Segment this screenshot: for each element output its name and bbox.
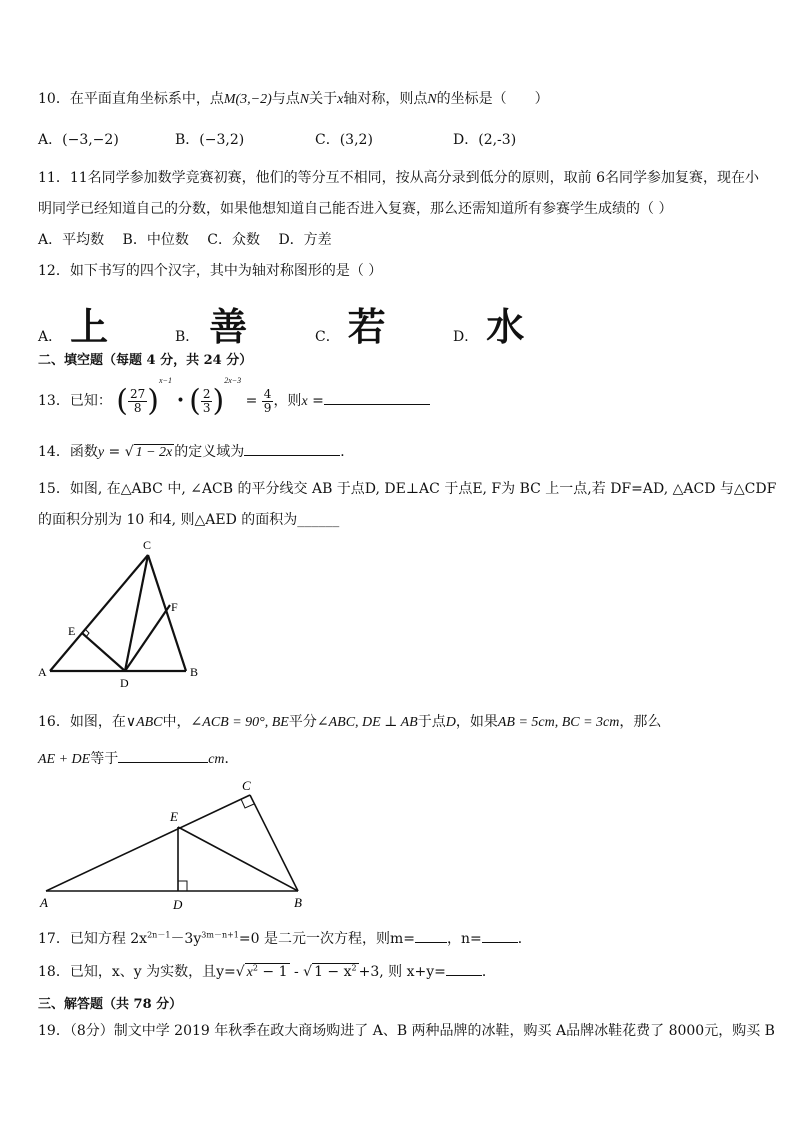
q19-line: 19．（8分）制文中学 2019 年秋季在政大商场购进了 A、B 两种品牌的冰鞋，购买 A品牌冰鞋花费了 8000元，购买 B — [38, 1023, 775, 1039]
q14-line: 14．函数y = √ 1 − 2x 的定义域为 ． — [38, 441, 354, 461]
q16-answer-blank[interactable] — [118, 748, 208, 763]
q10-option-b[interactable]: B．(−3,2) — [175, 132, 245, 148]
q11-line2: 明同学已经知道自己的分数，如果他想知道自己能否进入复赛，那么还需知道所有参赛学生成绩的（ ） — [38, 201, 673, 217]
q14-answer-blank[interactable] — [244, 441, 340, 456]
q13-fraction-1: $\frac{27}{8}$ — [130, 386, 146, 415]
q16-line1: 16．如图，在∨ABC中，∠ACB = 90°, BE平分∠ABC, DE ⊥ AB于点D，如果AB = 5cm, BC = 3cm，那么 — [38, 714, 662, 730]
q16-label-e: E — [170, 809, 178, 824]
q16-label-b: B — [294, 895, 302, 910]
q15-label-a: A — [38, 665, 47, 679]
q10-option-c[interactable]: C．(3,2) — [315, 132, 373, 148]
q13-fraction-2: $\frac{2}{3}$ — [202, 386, 211, 415]
q18-line: 18．已知，x、y 为实数，且y=√ $x^2 - 1$ - √ $1 - x^2 +3$, 则 x+y= ． — [38, 961, 496, 981]
section-answer-title: 三、解答题（共 78 分） — [38, 997, 183, 1012]
q13-fraction-3: $\frac{4}{9}$ — [263, 386, 272, 415]
q15-label-b: B — [190, 665, 199, 679]
q15-label-e: E — [68, 624, 76, 638]
q10-stem: 10．在平面直角坐标系中，点M(3,−2)与点N关于x轴对称，则点N的坐标是（ ） — [38, 91, 549, 107]
section-fill-in-title: 二、填空题（每题 4 分，共 24 分） — [38, 353, 253, 368]
q13-answer-blank[interactable] — [324, 390, 430, 405]
q16-label-a: A — [40, 895, 48, 910]
q13-line: 13．已知： ( $\frac{27}{8}$ )$^{x-1}$ • ( $\frac{2}{3}$ )$^{2x-3}$ = $\frac{4}{9}$ ，则x = — [38, 376, 430, 419]
q11-line1: 11．11名同学参加数学竞赛初赛，他们的等分互不相同，按从高分录到低分的原则，取前 6名同学参加复赛，现在小 — [38, 170, 759, 186]
q17-line: 17．已知方程 $2x^{2n-1}-3y^{3m-n+1}=0$ 是二元一次方程，则m= ，n= ． — [38, 928, 532, 948]
q15-label-c: C — [143, 538, 152, 552]
q16-label-c: C — [242, 778, 251, 793]
q16-line2: AE + DE等于 cm． — [38, 748, 239, 768]
q15-label-f: F — [171, 600, 178, 614]
q11-options[interactable]: A．平均数 B．中位数 C．众数 D．方差 — [38, 232, 332, 248]
q10-option-a[interactable]: A．(−3,−2) — [38, 132, 119, 148]
q12-option-c[interactable]: C． 若 — [315, 305, 386, 349]
q17-n-blank[interactable] — [482, 928, 518, 943]
q15-line2: 的面积分别为 10 和4, 则△AED 的面积为______ — [38, 512, 340, 528]
q15-line1: 15．如图, 在△ABC 中, ∠ACB 的平分线交 AB 于点D, DE⊥AC 于点E, F为 BC 上一点,若 DF=AD, △ACD 与△CDF — [38, 481, 777, 497]
q12-stem: 12．如下书写的四个汉字，其中为轴对称图形的是（ ） — [38, 263, 383, 279]
q18-answer-blank[interactable] — [446, 961, 482, 976]
q12-option-a[interactable]: A． 上 — [38, 305, 109, 349]
q17-m-blank[interactable] — [415, 928, 447, 943]
q12-option-b[interactable]: B． 善 — [175, 305, 248, 349]
q16-label-d: D — [173, 897, 183, 912]
q16-triangle-figure — [30, 775, 330, 915]
q15-triangle-figure — [30, 535, 210, 690]
q15-label-d: D — [120, 676, 129, 690]
q10-number: 10． — [38, 91, 70, 107]
q12-option-d[interactable]: D． 水 — [453, 305, 525, 349]
q10-option-d[interactable]: D．(2,-3) — [453, 132, 517, 148]
